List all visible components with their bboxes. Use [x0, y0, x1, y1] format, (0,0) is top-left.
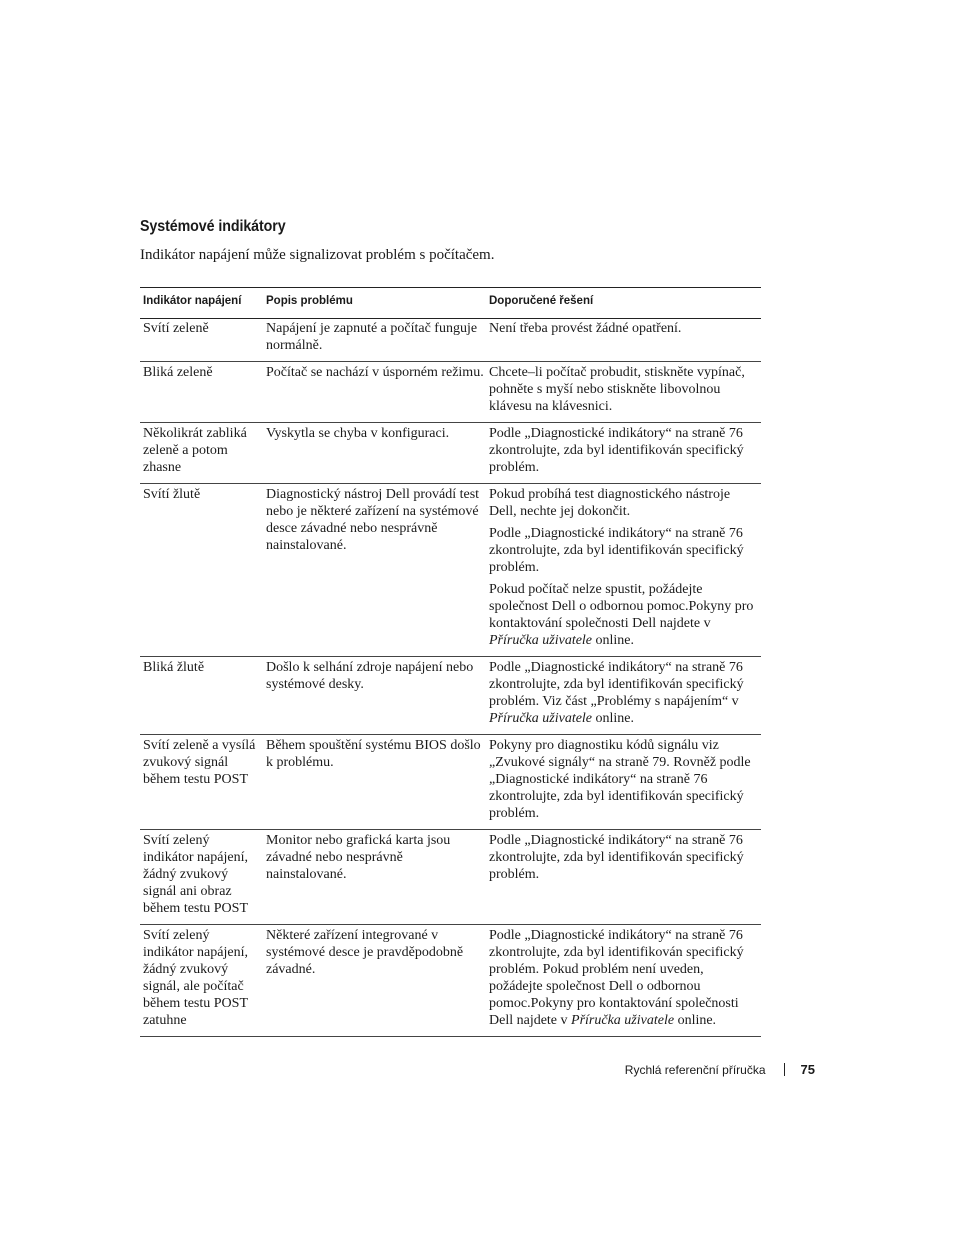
table-row: [140, 423, 761, 484]
solution-cell: [486, 362, 761, 423]
solution-cell: [486, 657, 761, 735]
footer-label: Rychlá referenční příručka: [624, 1063, 766, 1077]
indicator-cell: Bliká žlutě: [143, 660, 205, 675]
problem-cell: Došlo k selhání zdroje napájení nebo systémové desky.: [266, 660, 474, 692]
solution-cell: [486, 735, 761, 830]
solution-text: Pokud počítač nelze spustit, požádejte společnost Dell o odbornou pomoc.Pokyny pro kontaktování společnosti Dell najdete v: [489, 582, 754, 631]
solution-paragraph: [489, 581, 759, 649]
solution-text-tail: online.: [674, 1013, 717, 1028]
solution-cell: [486, 423, 761, 484]
solution-paragraph: [489, 425, 759, 476]
header-solution: Doporučené řešení: [489, 295, 594, 307]
solution-paragraph: [489, 659, 759, 727]
manual-reference: Příručka uživatele: [571, 1013, 675, 1028]
solution-paragraph: [489, 737, 759, 822]
section-title: Systémové indikátory: [140, 218, 286, 235]
problem-cell: Počítač se nachází v úsporném režimu.: [266, 365, 484, 380]
problem-cell: Monitor nebo grafická karta jsou závadné nebo nesprávně nainstalované.: [266, 833, 451, 882]
header-indicator: Indikátor napájení: [143, 295, 242, 307]
solution-paragraph: [489, 927, 759, 1029]
solution-text: Chcete–li počítač probudit, stiskněte vypínač, pohněte s myší nebo stiskněte libovolnou klávesu na klávesnici.: [489, 365, 745, 414]
problem-cell: Vyskytla se chyba v konfiguraci.: [266, 426, 450, 441]
problem-cell: Některé zařízení integrované v systémové desce je pravděpodobně závadné.: [266, 928, 464, 977]
solution-text: Pokyny pro diagnostiku kódů signálu viz „Zvukové signály“ na straně 79. Rovněž podle „Diagnostické indikátory“ na straně 76 zkontrolujte, zda byl identifikován specifický problém.: [489, 738, 751, 821]
solution-cell: [486, 830, 761, 925]
solution-cell: [486, 319, 761, 362]
table-row: [140, 319, 761, 362]
manual-reference: Příručka uživatele: [489, 711, 593, 726]
solution-text: Podle „Diagnostické indikátory“ na straně 76 zkontrolujte, zda byl identifikován specifický problém. Pokud problém není uveden, požádejte společnost Dell o odbornou pomoc.Pokyny pro kontaktování společnosti Dell najdete v: [489, 928, 744, 1028]
table-row: [140, 830, 761, 925]
table-body: [140, 319, 761, 1037]
solution-text: Pokud probíhá test diagnostického nástroje Dell, nechte jej dokončit.: [489, 487, 731, 519]
indicator-cell: Svítí zeleně a vysílá zvukový signál během testu POST: [143, 738, 256, 787]
table-row: [140, 484, 761, 657]
solution-text-tail: online.: [592, 711, 635, 726]
table-row: [140, 657, 761, 735]
solution-text: Podle „Diagnostické indikátory“ na straně 76 zkontrolujte, zda byl identifikován specifický problém.: [489, 426, 744, 475]
indicator-table: [140, 287, 761, 1037]
table-row: [140, 925, 761, 1037]
solution-cell: [486, 484, 761, 657]
solution-paragraph: [489, 525, 759, 576]
solution-text: Není třeba provést žádné opatření.: [489, 321, 682, 336]
indicator-cell: Svítí zelený indikátor napájení, žádný zvukový signál ani obraz během testu POST: [143, 833, 248, 916]
page-number: 75: [800, 1062, 815, 1077]
problem-cell: Napájení je zapnuté a počítač funguje normálně.: [266, 321, 478, 353]
manual-reference: Příručka uživatele: [489, 633, 593, 648]
solution-cell: [486, 925, 761, 1037]
footer-separator: [784, 1063, 785, 1076]
problem-cell: Diagnostický nástroj Dell provádí test nebo je některé zařízení na systémové desce závadné nebo nesprávně nainstalované.: [266, 487, 480, 553]
table-header: [140, 288, 761, 319]
header-problem: Popis problému: [266, 295, 353, 307]
indicator-cell: Bliká zeleně: [143, 365, 213, 380]
solution-text: Podle „Diagnostické indikátory“ na straně 76 zkontrolujte, zda byl identifikován specifický problém.: [489, 526, 744, 575]
problem-cell: Během spouštění systému BIOS došlo k problému.: [266, 738, 481, 770]
solution-paragraph: [489, 364, 759, 415]
solution-paragraph: [489, 320, 759, 337]
solution-text: Podle „Diagnostické indikátory“ na straně 76 zkontrolujte, zda byl identifikován specifický problém. Viz část „Problémy s napájením“ v: [489, 660, 744, 709]
solution-paragraph: [489, 486, 759, 520]
solution-text-tail: online.: [592, 633, 635, 648]
indicator-cell: Několikrát zabliká zeleně a potom zhasne: [143, 426, 247, 475]
solution-paragraph: [489, 832, 759, 883]
indicator-cell: Svítí žlutě: [143, 487, 201, 502]
table-row: [140, 362, 761, 423]
page-footer: [600, 1062, 815, 1077]
solution-text: Podle „Diagnostické indikátory“ na straně 76 zkontrolujte, zda byl identifikován specifický problém.: [489, 833, 744, 882]
indicator-cell: Svítí zeleně: [143, 321, 209, 336]
indicator-cell: Svítí zelený indikátor napájení, žádný zvukový signál, ale počítač během testu POST zatuhne: [143, 928, 248, 1028]
table-row: [140, 735, 761, 830]
intro-paragraph: Indikátor napájení může signalizovat problém s počítačem.: [140, 247, 495, 263]
